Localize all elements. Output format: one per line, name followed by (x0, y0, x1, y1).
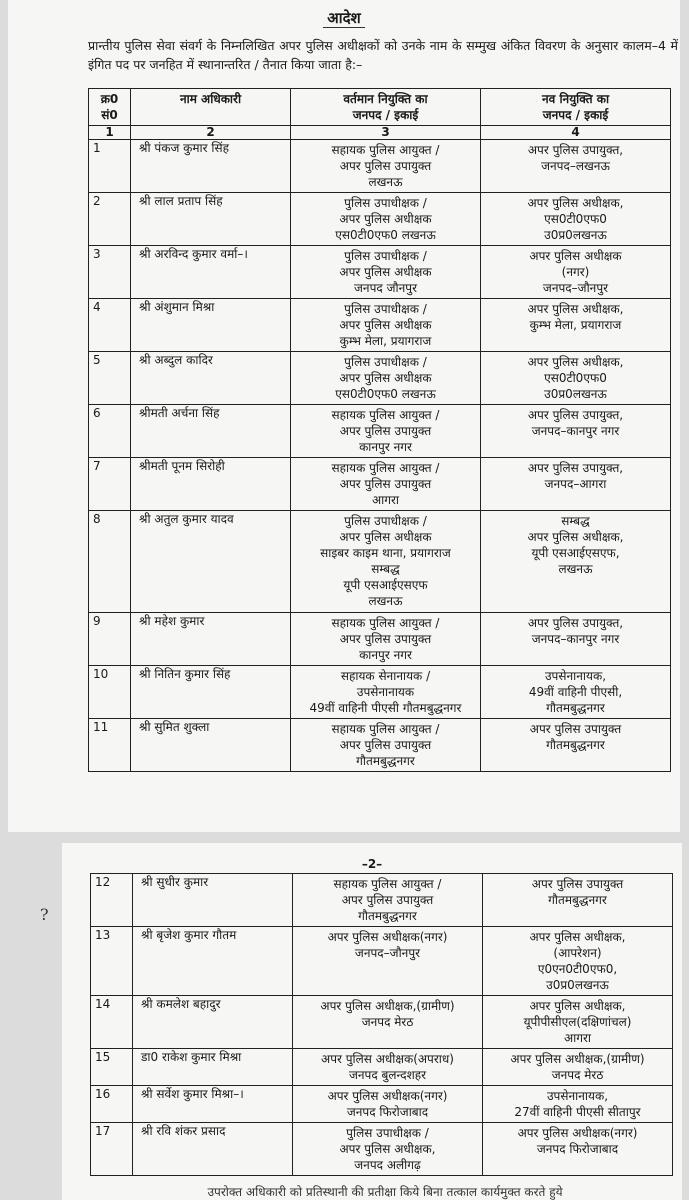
new-posting-cell: अपर पुलिस अधीक्षक, यूपीपीसीएल(दक्षिणांचल) आगरा (483, 996, 673, 1049)
current-posting-cell: पुलिस उपाधीक्षक / अपर पुलिस अधीक्षक जनपद जौनपुर (291, 246, 481, 299)
officer-name-cell: श्री बृजेश कुमार गौतम (133, 927, 293, 996)
table-row (89, 613, 671, 666)
handwritten-margin-mark: ? (40, 905, 49, 924)
header-new-posting: नव नियुक्ति का जनपद / इकाई (481, 89, 671, 126)
officer-name-cell: श्री कमलेश बहादुर (133, 996, 293, 1049)
new-posting-cell: अपर पुलिस उपायुक्त, जनपद–लखनऊ (481, 140, 671, 193)
column-number-row (89, 126, 671, 140)
current-posting-cell: सहायक पुलिस आयुक्त / अपर पुलिस उपायुक्त गौतमबुद्धनगर (293, 874, 483, 927)
table-row (89, 458, 671, 511)
table-row (89, 666, 671, 719)
transfer-table-page-2 (90, 873, 673, 1176)
new-posting-cell: अपर पुलिस उपायुक्त, जनपद–कानपुर नगर (481, 613, 671, 666)
table-row (89, 352, 671, 405)
current-posting-cell: सहायक पुलिस आयुक्त / अपर पुलिस उपायुक्त कानपुर नगर (291, 405, 481, 458)
new-posting-cell: अपर पुलिस अधीक्षक(नगर) जनपद फिरोजाबाद (483, 1123, 673, 1176)
serial-number-cell: 14 (91, 996, 133, 1049)
new-posting-cell: अपर पुलिस उपायुक्त, जनपद–आगरा (481, 458, 671, 511)
current-posting-cell: पुलिस उपाधीक्षक / अपर पुलिस अधीक्षक एस0टी0एफ0 लखनऊ (291, 352, 481, 405)
officer-name-cell: श्री रवि शंकर प्रसाद (133, 1123, 293, 1176)
current-posting-cell: सहायक सेनानायक / उपसेनानायक 49वीं वाहिनी पीएसी गौतमबुद्धनगर (291, 666, 481, 719)
officer-name-cell: श्रीमती पूनम सिरोही (131, 458, 291, 511)
current-posting-cell: सहायक पुलिस आयुक्त / अपर पुलिस उपायुक्त गौतमबुद्धनगर (291, 719, 481, 772)
page-number-label: –2– (361, 857, 383, 871)
serial-number-cell: 16 (91, 1086, 133, 1123)
serial-number-cell: 3 (89, 246, 131, 299)
column-number: 4 (481, 126, 671, 140)
table-row (91, 927, 673, 996)
header-name: नाम अधिकारी (131, 89, 291, 126)
current-posting-cell: पुलिस उपाधीक्षक / अपर पुलिस अधीक्षक, जनपद अलीगढ़ (293, 1123, 483, 1176)
new-posting-cell: अपर पुलिस अधीक्षक,(ग्रामीण) जनपद मेरठ (483, 1049, 673, 1086)
serial-number-cell: 15 (91, 1049, 133, 1086)
table-row (89, 405, 671, 458)
officer-name-cell: डा0 राकेश कुमार मिश्रा (133, 1049, 293, 1086)
current-posting-cell: अपर पुलिस अधीक्षक(नगर) जनपद फिरोजाबाद (293, 1086, 483, 1123)
header-serial: क्र0 सं0 (89, 89, 131, 126)
new-posting-cell: अपर पुलिस अधीक्षक (नगर) जनपद–जौनपुर (481, 246, 671, 299)
officer-name-cell: श्री अरविन्द कुमार वर्मा–। (131, 246, 291, 299)
current-posting-cell: अपर पुलिस अधीक्षक(अपराध) जनपद बुलन्दशहर (293, 1049, 483, 1086)
column-number: 1 (89, 126, 131, 140)
table-row (89, 193, 671, 246)
officer-name-cell: श्री पंकज कुमार सिंह (131, 140, 291, 193)
serial-number-cell: 17 (91, 1123, 133, 1176)
table-row (91, 996, 673, 1049)
officer-name-cell: श्री महेश कुमार (131, 613, 291, 666)
new-posting-cell: अपर पुलिस अधीक्षक, कुम्भ मेला, प्रयागराज (481, 299, 671, 352)
current-posting-cell: पुलिस उपाधीक्षक / अपर पुलिस अधीक्षक एस0टी0एफ0 लखनऊ (291, 193, 481, 246)
serial-number-cell: 13 (91, 927, 133, 996)
document-page-1 (8, 0, 680, 832)
serial-number-cell: 5 (89, 352, 131, 405)
current-posting-cell: सहायक पुलिस आयुक्त / अपर पुलिस उपायुक्त कानपुर नगर (291, 613, 481, 666)
footer-partial-text: उपरोक्त अधिकारी को प्रतिस्थानी की प्रतीक्षा किये बिना तत्काल कार्यमुक्त करते हुये (207, 1185, 563, 1199)
serial-number-cell: 9 (89, 613, 131, 666)
officer-name-cell: श्री अतुल कुमार यादव (131, 511, 291, 613)
table-row (91, 1049, 673, 1086)
table-row (91, 1123, 673, 1176)
table-header-row (89, 89, 671, 126)
serial-number-cell: 7 (89, 458, 131, 511)
order-title: आदेश (8, 8, 680, 28)
table-body-page-1 (89, 140, 671, 772)
table-row (89, 246, 671, 299)
new-posting-cell: अपर पुलिस उपायुक्त गौतमबुद्धनगर (481, 719, 671, 772)
current-posting-cell: अपर पुलिस अधीक्षक,(ग्रामीण) जनपद मेरठ (293, 996, 483, 1049)
new-posting-cell: अपर पुलिस अधीक्षक, एस0टी0एफ0 उ0प्र0लखनऊ (481, 352, 671, 405)
serial-number-cell: 8 (89, 511, 131, 613)
new-posting-cell: सम्बद्ध अपर पुलिस अधीक्षक, यूपी एसआईएसएफ, लखनऊ (481, 511, 671, 613)
table-row (89, 719, 671, 772)
officer-name-cell: श्री लाल प्रताप सिंह (131, 193, 291, 246)
officer-name-cell: श्री अब्दुल कादिर (131, 352, 291, 405)
officer-name-cell: श्री सुधीर कुमार (133, 874, 293, 927)
serial-number-cell: 12 (91, 874, 133, 927)
serial-number-cell: 11 (89, 719, 131, 772)
table-row (89, 299, 671, 352)
serial-number-cell: 10 (89, 666, 131, 719)
table-row (89, 140, 671, 193)
officer-name-cell: श्री नितिन कुमार सिंह (131, 666, 291, 719)
officer-name-cell: श्री सर्वेश कुमार मिश्रा–। (133, 1086, 293, 1123)
column-number: 2 (131, 126, 291, 140)
new-posting-cell: अपर पुलिस उपायुक्त, जनपद–कानपुर नगर (481, 405, 671, 458)
serial-number-cell: 4 (89, 299, 131, 352)
order-intro-paragraph: प्रान्तीय पुलिस सेवा संवर्ग के निम्नलिखित अपर पुलिस अधीक्षकों को उनके नाम के सम्मुख अंकित विवरण के अनुसार कालम–4 में इंगित पद पर जनहित में स्थानान्तरित / तैनात किया जाता है:– (88, 38, 678, 72)
current-posting-cell: अपर पुलिस अधीक्षक(नगर) जनपद–जौनपुर (293, 927, 483, 996)
officer-name-cell: श्री अंशुमान मिश्रा (131, 299, 291, 352)
document-page-2 (62, 843, 682, 1200)
serial-number-cell: 2 (89, 193, 131, 246)
table-row (91, 874, 673, 927)
current-posting-cell: सहायक पुलिस आयुक्त / अपर पुलिस उपायुक्त आगरा (291, 458, 481, 511)
table-row (91, 1086, 673, 1123)
column-number: 3 (291, 126, 481, 140)
table-body-page-2 (91, 874, 673, 1176)
new-posting-cell: अपर पुलिस अधीक्षक, एस0टी0एफ0 उ0प्र0लखनऊ (481, 193, 671, 246)
new-posting-cell: अपर पुलिस अधीक्षक, (आपरेशन) ए0एन0टी0एफ0, उ0प्र0लखनऊ (483, 927, 673, 996)
new-posting-cell: उपसेनानायक, 27वीं वाहिनी पीएसी सीतापुर (483, 1086, 673, 1123)
current-posting-cell: पुलिस उपाधीक्षक / अपर पुलिस अधीक्षक कुम्भ मेला, प्रयागराज (291, 299, 481, 352)
officer-name-cell: श्री सुमित शुक्ला (131, 719, 291, 772)
current-posting-cell: सहायक पुलिस आयुक्त / अपर पुलिस उपायुक्त लखनऊ (291, 140, 481, 193)
new-posting-cell: अपर पुलिस उपायुक्त गौतमबुद्धनगर (483, 874, 673, 927)
transfer-table-page-1 (88, 88, 671, 772)
header-current-posting: वर्तमान नियुक्ति का जनपद / इकाई (291, 89, 481, 126)
serial-number-cell: 1 (89, 140, 131, 193)
table-row (89, 511, 671, 613)
serial-number-cell: 6 (89, 405, 131, 458)
current-posting-cell: पुलिस उपाधीक्षक / अपर पुलिस अधीक्षक साइबर काइम थाना, प्रयागराज सम्बद्ध यूपी एसआईएसएफ लखनऊ (291, 511, 481, 613)
officer-name-cell: श्रीमती अर्चना सिंह (131, 405, 291, 458)
new-posting-cell: उपसेनानायक, 49वीं वाहिनी पीएसी, गौतमबुद्धनगर (481, 666, 671, 719)
